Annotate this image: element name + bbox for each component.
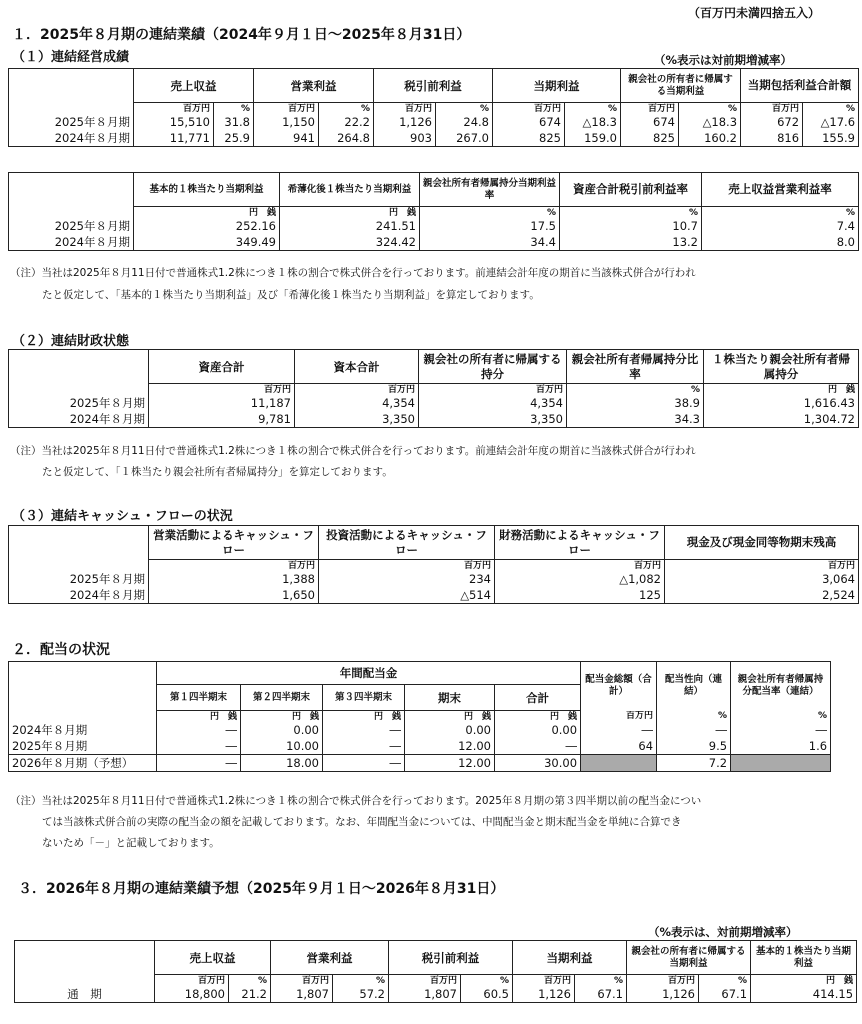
table-cell: 百万円 [295, 384, 419, 396]
table-cell [9, 711, 157, 723]
financial-position-table [8, 349, 859, 428]
table-cell: 第１四半期末 [157, 685, 241, 711]
table-cell: % [567, 384, 704, 396]
table-cell: 1.6 [731, 738, 831, 755]
note-3c: ないため「－」と記載しております。 [42, 837, 220, 849]
table-cell: 百万円 [581, 711, 657, 723]
forecast-pct-note: （%表示は、対前期増減率） [648, 925, 798, 939]
table-cell [9, 173, 134, 207]
table-cell: 7.2 [657, 755, 731, 772]
table-cell: ― [157, 738, 241, 755]
table-cell: 1,616.43 [704, 395, 859, 411]
table-cell: 親会社の所有者に帰属する当期利益 [627, 941, 751, 975]
table-cell: 0.00 [495, 722, 581, 738]
table-cell: % [702, 207, 859, 219]
table-cell: 百万円 [665, 560, 859, 572]
table-cell: 1,150 [254, 114, 319, 130]
table-cell: 10.00 [241, 738, 323, 755]
table-row [15, 986, 857, 1003]
table-cell: 合計 [495, 685, 581, 711]
table-cell: 8.0 [702, 234, 859, 251]
table-cell: １株当たり親会社所有者帰属持分 [704, 350, 859, 384]
table-cell: ― [157, 755, 241, 772]
table-cell: 125 [495, 587, 665, 604]
unit-note: （百万円未満四捨五入） [688, 6, 821, 20]
table-cell: 34.4 [420, 234, 560, 251]
table-cell: 24.8 [436, 114, 493, 130]
table-cell: 親会社所有者帰属持分配当率（連結） [731, 662, 831, 711]
table-cell: 2024年８月期 [9, 722, 157, 738]
table-cell: 百万円 [419, 384, 567, 396]
table-cell [9, 560, 149, 572]
table-cell: 2024年８月期 [9, 411, 149, 428]
table-cell: % [699, 975, 751, 987]
note-2a: （注）当社は2025年８月11日付で普通株式1.2株につき１株の割合で株式併合を行っております。前連結会計年度の期首に当該株式併合が行われ [10, 445, 696, 457]
table-cell: 4,354 [419, 395, 567, 411]
table-cell: 百万円 [271, 975, 333, 987]
table-cell: 2025年８月期 [9, 395, 149, 411]
table-cell: % [319, 103, 374, 115]
table-cell: 百万円 [741, 103, 803, 115]
table-cell: 円 銭 [751, 975, 857, 987]
note-2b: たと仮定して、「１株当たり親会社所有者帰属持分」を算定しております。 [42, 466, 393, 478]
table-cell: ― [495, 738, 581, 755]
table-cell: △17.6 [803, 114, 859, 130]
table-cell: △18.3 [565, 114, 621, 130]
table-cell: 267.0 [436, 130, 493, 147]
table-cell: △18.3 [679, 114, 741, 130]
table-row [9, 411, 859, 428]
table-cell: 159.0 [565, 130, 621, 147]
table-cell: 2025年８月期 [9, 114, 134, 130]
table-cell [9, 526, 149, 560]
table-cell: 2025年８月期 [9, 218, 134, 234]
table-cell: 12.00 [405, 755, 495, 772]
table-cell: 百万円 [149, 384, 295, 396]
table-cell: 3,350 [419, 411, 567, 428]
table-cell: 親会社の所有者に帰属する持分 [419, 350, 567, 384]
table-cell: 31.8 [214, 114, 254, 130]
table-cell [9, 384, 149, 396]
table-cell: 1,388 [149, 571, 319, 587]
table-cell: 414.15 [751, 986, 857, 1003]
table-cell: 百万円 [389, 975, 461, 987]
table-cell: 税引前利益 [389, 941, 513, 975]
table-cell: 円 銭 [704, 384, 859, 396]
table-row [9, 114, 859, 130]
table-cell: % [565, 103, 621, 115]
table-cell: % [214, 103, 254, 115]
table-cell: 親会社所有者帰属持分比率 [567, 350, 704, 384]
table-cell: 941 [254, 130, 319, 147]
table-cell: 674 [621, 114, 679, 130]
note-1b: たと仮定して、「基本的１株当たり当期利益」及び「希薄化後１株当たり当期利益」を算定しております。 [42, 289, 540, 301]
table-cell: 67.1 [575, 986, 627, 1003]
table-cell: 百万円 [493, 103, 565, 115]
cash-flow-title: （３）連結キャッシュ・フローの状況 [12, 509, 233, 524]
table-cell: ― [323, 755, 405, 772]
table-cell: 1,807 [271, 986, 333, 1003]
operating-results-table [8, 68, 859, 147]
forecast-title: ３．2026年８月期の連結業績予想（2025年９月１日～2026年８月31日） [18, 881, 505, 897]
table-cell: 配当金総額（合計） [581, 662, 657, 711]
table-cell: 3,350 [295, 411, 419, 428]
table-cell: 64 [581, 738, 657, 755]
table-cell: 57.2 [333, 986, 389, 1003]
table-cell: 営業活動によるキャッシュ・フロー [149, 526, 319, 560]
table-cell: 税引前利益 [374, 69, 493, 103]
table-cell: 3,064 [665, 571, 859, 587]
table-cell: △514 [319, 587, 495, 604]
table-cell [15, 941, 155, 975]
table-cell: 25.9 [214, 130, 254, 147]
table-cell: 22.2 [319, 114, 374, 130]
pct-note: （%表示は対前期増減率） [654, 53, 793, 67]
table-cell: 11,187 [149, 395, 295, 411]
table-cell [731, 755, 831, 772]
table-cell: 903 [374, 130, 436, 147]
table-cell: 円 銭 [405, 711, 495, 723]
table-cell: % [731, 711, 831, 723]
table-cell [9, 662, 157, 685]
table-cell: % [657, 711, 731, 723]
note-3b: ては当該株式併合前の実際の配当金の額を記載しております。なお、年間配当金については、中間配当金と期末配当金を単純に合算でき [42, 816, 682, 828]
table-cell: 349.49 [134, 234, 280, 251]
table-cell: 百万円 [254, 103, 319, 115]
table-cell: 円 銭 [134, 207, 280, 219]
table-row [9, 395, 859, 411]
table-cell: 264.8 [319, 130, 374, 147]
table-cell: 15,510 [134, 114, 214, 130]
table-cell: 825 [493, 130, 565, 147]
table-cell: % [420, 207, 560, 219]
table-cell: 241.51 [280, 218, 420, 234]
table-cell: 当期利益 [513, 941, 627, 975]
table-cell: 百万円 [134, 103, 214, 115]
table-cell: 67.1 [699, 986, 751, 1003]
table-cell: % [229, 975, 271, 987]
table-cell: % [803, 103, 859, 115]
table-row [9, 218, 859, 234]
table-cell: 1,126 [374, 114, 436, 130]
table-cell: 18,800 [155, 986, 229, 1003]
table-cell: 60.5 [461, 986, 513, 1003]
table-cell: 現金及び現金同等物期末残高 [665, 526, 859, 560]
table-cell: 38.9 [567, 395, 704, 411]
note-3a: （注）当社は2025年８月11日付で普通株式1.2株につき１株の割合で株式併合を行っております。2025年８月期の第３四半期以前の配当金につい [10, 795, 702, 807]
table-cell: 9,781 [149, 411, 295, 428]
table-cell: 9.5 [657, 738, 731, 755]
table-row [9, 571, 859, 587]
table-cell: 17.5 [420, 218, 560, 234]
table-cell: 7.4 [702, 218, 859, 234]
table-cell: 第２四半期末 [241, 685, 323, 711]
table-cell: % [333, 975, 389, 987]
table-cell: 1,807 [389, 986, 461, 1003]
table-cell: 親会社所有者帰属持分当期利益率 [420, 173, 560, 207]
table-cell: 10.7 [560, 218, 702, 234]
table-cell: 売上収益 [134, 69, 254, 103]
table-cell: 1,650 [149, 587, 319, 604]
table-cell: 160.2 [679, 130, 741, 147]
table-cell: 百万円 [319, 560, 495, 572]
table-cell: 年間配当金 [157, 662, 581, 685]
table-cell: 円 銭 [241, 711, 323, 723]
table-cell: 18.00 [241, 755, 323, 772]
table-cell: 財務活動によるキャッシュ・フロー [495, 526, 665, 560]
table-cell: 155.9 [803, 130, 859, 147]
table-cell [9, 69, 134, 103]
table-cell: 百万円 [621, 103, 679, 115]
table-cell: 資産合計 [149, 350, 295, 384]
table-cell: % [560, 207, 702, 219]
table-cell: 672 [741, 114, 803, 130]
table-cell: 百万円 [513, 975, 575, 987]
table-cell: ― [157, 722, 241, 738]
table-cell: 234 [319, 571, 495, 587]
cash-flow-table [8, 525, 859, 604]
table-cell: ― [323, 722, 405, 738]
table-row [9, 738, 831, 755]
dividends-title: ２．配当の状況 [12, 642, 110, 658]
table-cell: 816 [741, 130, 803, 147]
table-cell [15, 975, 155, 987]
table-cell: 百万円 [374, 103, 436, 115]
table-cell: 資本合計 [295, 350, 419, 384]
table-row [9, 130, 859, 147]
table-cell: 34.3 [567, 411, 704, 428]
table-cell: 1,126 [627, 986, 699, 1003]
table-cell: % [575, 975, 627, 987]
table-row [9, 587, 859, 604]
table-cell: 13.2 [560, 234, 702, 251]
table-cell: 30.00 [495, 755, 581, 772]
table-row [9, 755, 831, 772]
table-cell: 324.42 [280, 234, 420, 251]
table-cell: 2024年８月期 [9, 587, 149, 604]
table-cell: 1,126 [513, 986, 575, 1003]
table-cell: 基本的１株当たり当期利益 [751, 941, 857, 975]
table-cell [9, 103, 134, 115]
table-cell [9, 350, 149, 384]
table-cell: 百万円 [627, 975, 699, 987]
table-cell [9, 685, 157, 711]
table-cell: 当期包括利益合計額 [741, 69, 859, 103]
table-cell: % [436, 103, 493, 115]
table-cell [9, 207, 134, 219]
table-cell: 0.00 [241, 722, 323, 738]
table-cell: 0.00 [405, 722, 495, 738]
table-cell: ― [731, 722, 831, 738]
per-share-table [8, 172, 859, 251]
table-cell: 親会社の所有者に帰属する当期利益 [621, 69, 741, 103]
note-1a: （注）当社は2025年８月11日付で普通株式1.2株につき１株の割合で株式併合を行っております。前連結会計年度の期首に当該株式併合が行われ [10, 267, 696, 279]
table-cell: 当期利益 [493, 69, 621, 103]
table-cell: 百万円 [155, 975, 229, 987]
table-cell: % [461, 975, 513, 987]
operating-results-title: （１）連結経営成績 [12, 50, 130, 65]
table-cell: △1,082 [495, 571, 665, 587]
table-cell: ― [323, 738, 405, 755]
table-cell: 第３四半期末 [323, 685, 405, 711]
table-cell [581, 755, 657, 772]
table-cell: ― [581, 722, 657, 738]
table-cell: 674 [493, 114, 565, 130]
table-cell: 営業利益 [271, 941, 389, 975]
table-cell: 営業利益 [254, 69, 374, 103]
table-cell: 825 [621, 130, 679, 147]
table-cell: 円 銭 [280, 207, 420, 219]
table-cell: 売上収益営業利益率 [702, 173, 859, 207]
table-cell: 売上収益 [155, 941, 271, 975]
table-cell: 21.2 [229, 986, 271, 1003]
table-cell: % [679, 103, 741, 115]
table-cell: 資産合計税引前利益率 [560, 173, 702, 207]
table-cell: 円 銭 [157, 711, 241, 723]
table-cell: 基本的１株当たり当期利益 [134, 173, 280, 207]
table-cell: 2024年８月期 [9, 234, 134, 251]
table-cell: 12.00 [405, 738, 495, 755]
table-cell: 円 銭 [323, 711, 405, 723]
table-cell: 2025年８月期 [9, 738, 157, 755]
table-cell: 希薄化後１株当たり当期利益 [280, 173, 420, 207]
table-cell: 配当性向（連結） [657, 662, 731, 711]
table-cell: 2026年８月期（予想） [9, 755, 157, 772]
table-cell: 4,354 [295, 395, 419, 411]
table-cell: 11,771 [134, 130, 214, 147]
table-cell: 円 銭 [495, 711, 581, 723]
table-cell: 投資活動によるキャッシュ・フロー [319, 526, 495, 560]
table-cell: 百万円 [149, 560, 319, 572]
financial-position-title: （２）連結財政状態 [12, 334, 130, 349]
table-cell: 百万円 [495, 560, 665, 572]
dividends-table [8, 661, 831, 772]
table-cell: 2024年８月期 [9, 130, 134, 147]
table-row [9, 722, 831, 738]
table-cell: 通 期 [15, 986, 155, 1003]
table-cell: 2,524 [665, 587, 859, 604]
forecast-table [14, 940, 857, 1003]
table-cell: ― [657, 722, 731, 738]
table-cell: 1,304.72 [704, 411, 859, 428]
table-cell: 2025年８月期 [9, 571, 149, 587]
table-cell: 期末 [405, 685, 495, 711]
table-cell: 252.16 [134, 218, 280, 234]
table-row [9, 234, 859, 251]
section1-title: １．2025年８月期の連結業績（2024年９月１日～2025年８月31日） [12, 27, 471, 43]
